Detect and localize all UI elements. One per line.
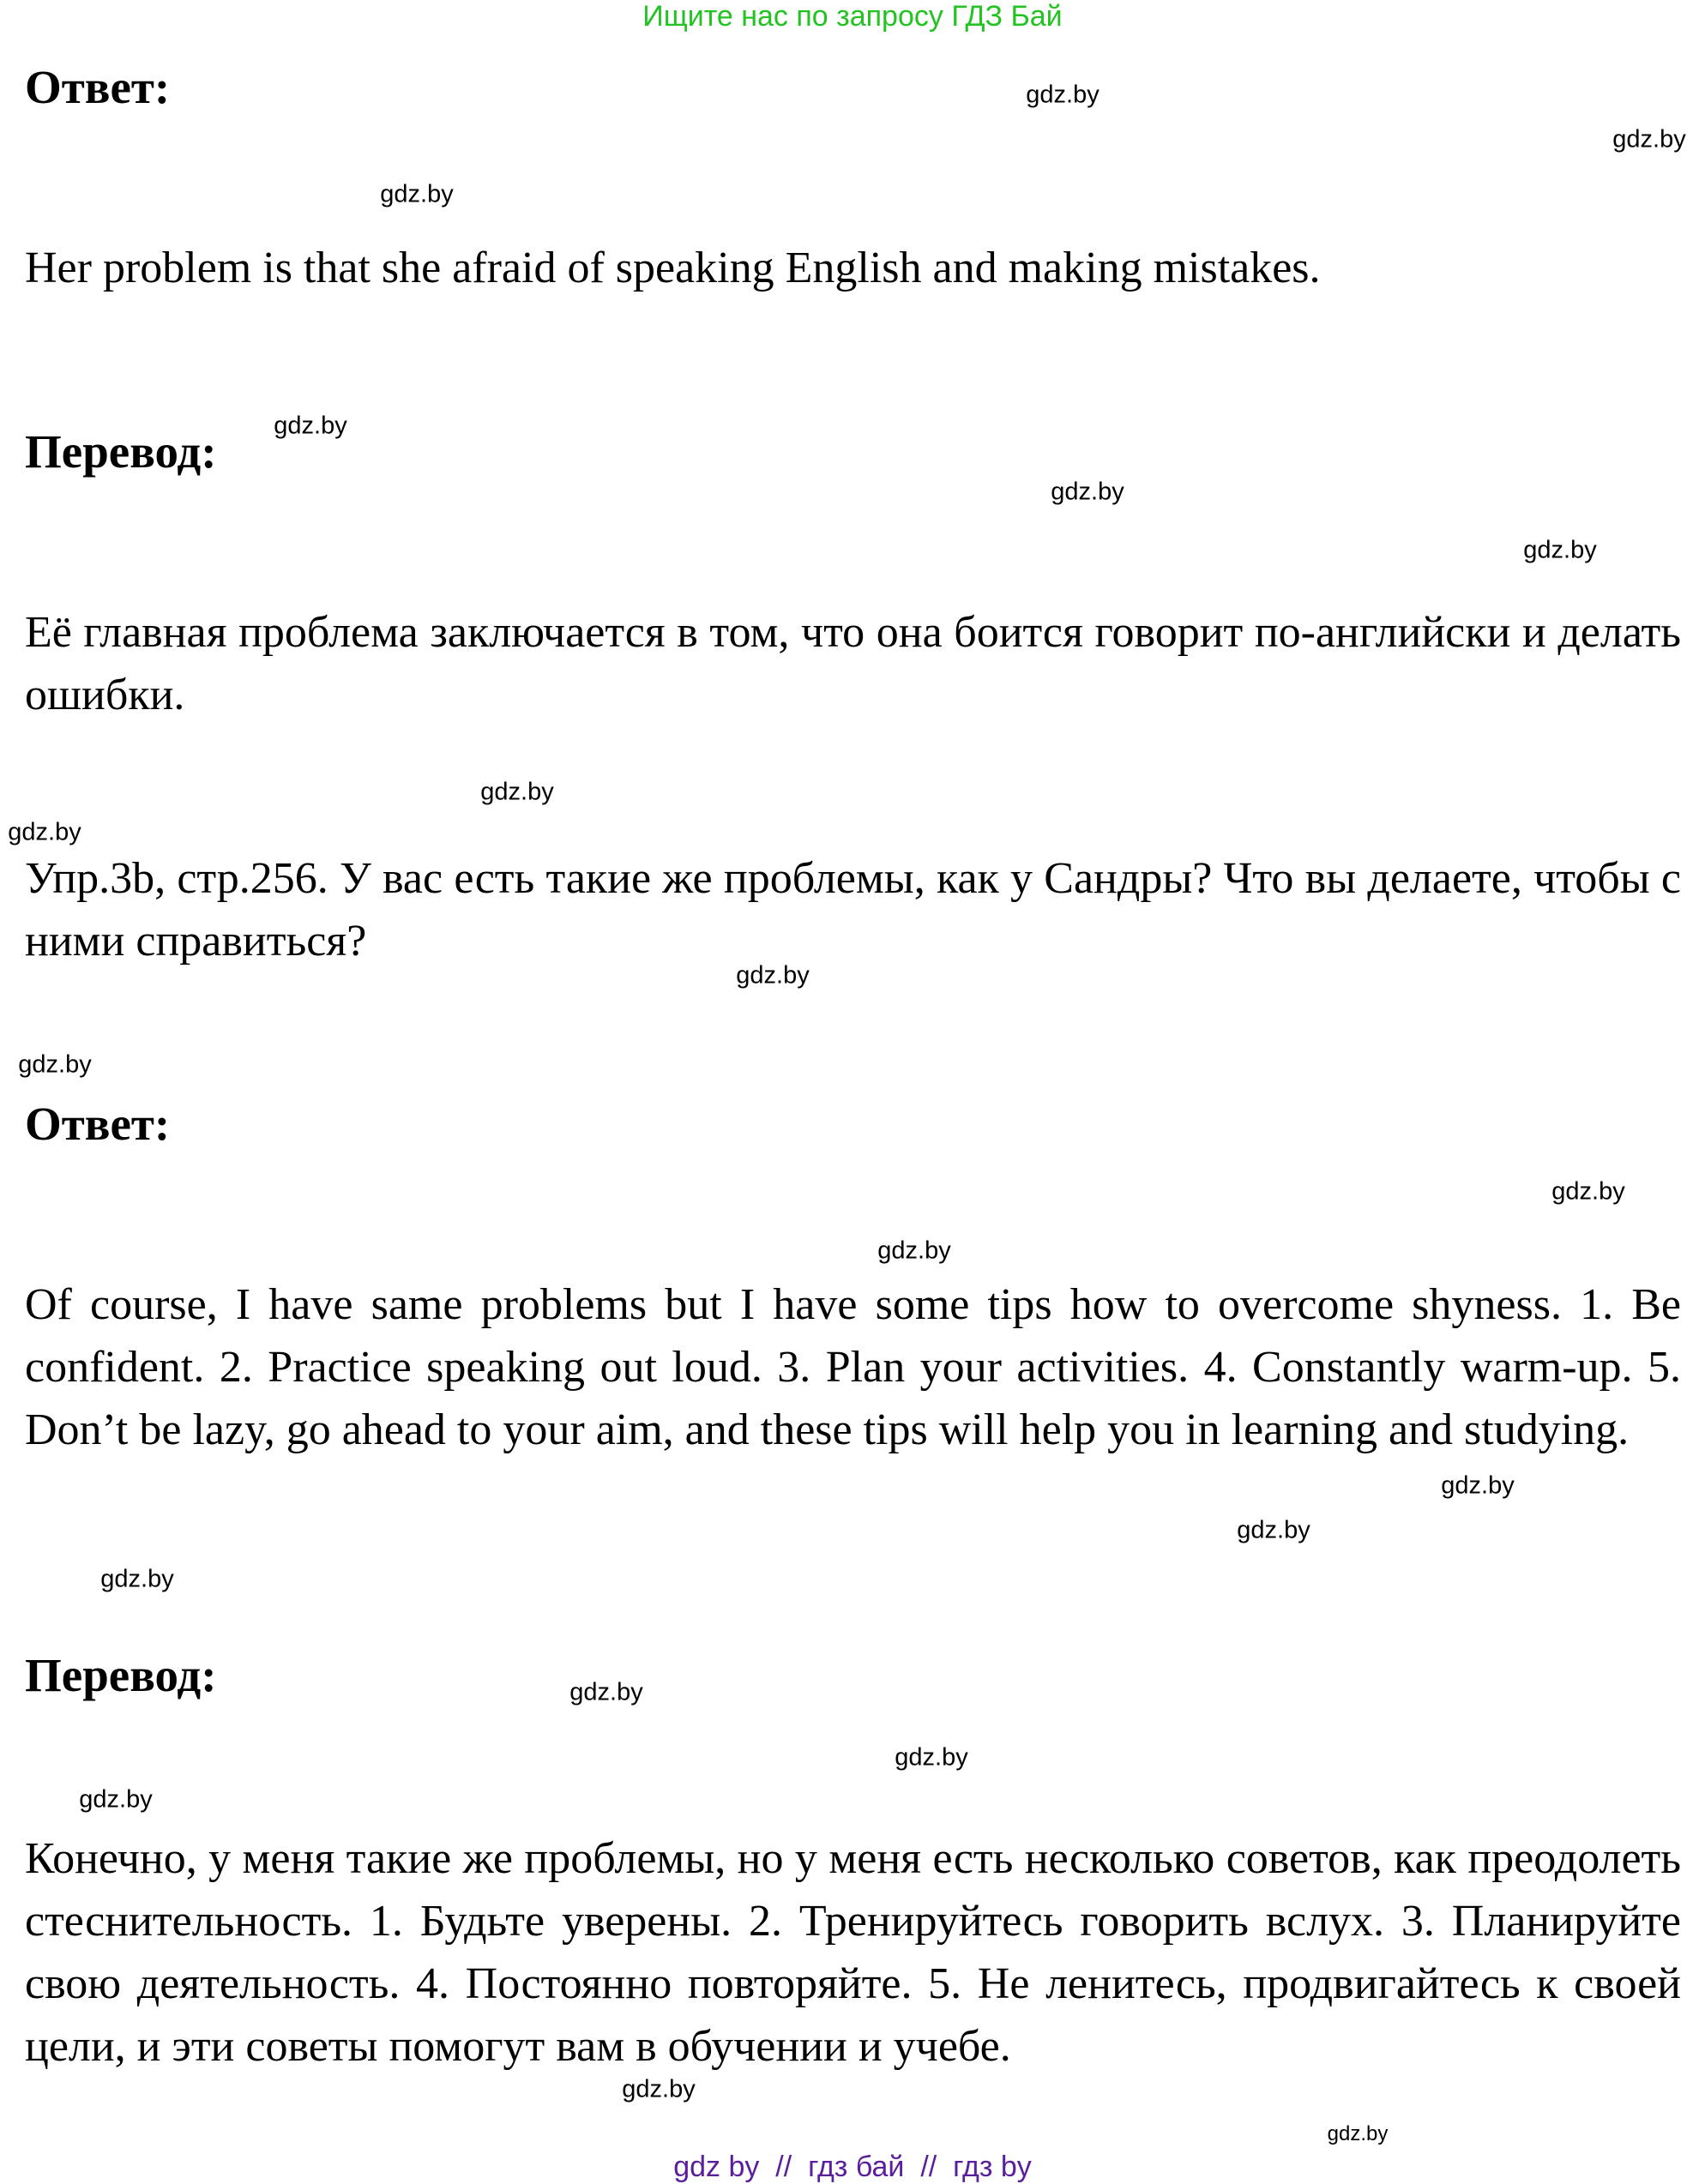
translation-text: Конечно, у меня такие же проблемы, но у меня есть несколько советов, как преодолеть стеснительность. 1. Будьте уверены. 2. Тренируйтесь говорить вслух. 3. Планируйте свою деятельность. 4. Постоянно повторяйте. 5. Не ленитесь, продвигайтесь к своей цели, и эти советы помогут вам в обучении и учебе. — [25, 1834, 1681, 2071]
watermark: gdz.by — [274, 412, 347, 440]
watermark: gdz.by — [569, 1678, 643, 1706]
watermark: gdz.by — [736, 961, 810, 990]
footer-links: gdz by // гдз бай // гдз by — [673, 2151, 1032, 2183]
watermark: gdz.by — [1523, 536, 1597, 564]
exercise-question: Упр.3b, стр.256. У вас есть такие же проблемы, как у Сандры? Что вы делаете, чтобы с ними справиться? — [25, 854, 1681, 966]
translation-heading: Перевод: — [25, 425, 217, 478]
watermark: gdz.by — [1441, 1471, 1515, 1500]
watermark: gdz.by — [79, 1785, 153, 1814]
translation-text: Её главная проблема заключается в том, что она боится говорит по-английски и делать ошибки. — [25, 608, 1681, 719]
translation-heading: Перевод: — [25, 1649, 217, 1701]
watermark: gdz.by — [1551, 1177, 1625, 1206]
watermark: gdz.by — [8, 818, 81, 846]
watermark: gdz.by — [622, 2075, 696, 2103]
answer-text: Of course, I have same problems but I have some tips how to overcome shyness. 1. Be confident. 2. Practice speaking out loud. 3. Plan your activities. 4. Constantly warm-up. 5. Don’t be lazy, go ahead to your aim, and these tips will help you in learning and studying. — [25, 1280, 1681, 1454]
search-hint-header: Ищите нас по запросу ГДЗ Бай — [642, 0, 1063, 33]
watermark: gdz.by — [1026, 81, 1100, 109]
watermark: gdz.by — [18, 1050, 92, 1079]
answer-heading: Ответ: — [25, 61, 171, 113]
watermark: gdz.by — [1327, 2122, 1389, 2145]
watermark: gdz.by — [1051, 478, 1124, 506]
answer-heading: Ответ: — [25, 1098, 171, 1150]
watermark: gdz.by — [1612, 125, 1686, 153]
watermark: gdz.by — [1237, 1516, 1310, 1544]
watermark: gdz.by — [895, 1743, 968, 1772]
watermark: gdz.by — [877, 1236, 951, 1265]
watermark: gdz.by — [100, 1565, 174, 1593]
answer-text: Her problem is that she afraid of speaking English and making mistakes. — [25, 244, 1321, 292]
watermark: gdz.by — [480, 778, 554, 806]
watermark: gdz.by — [380, 180, 454, 208]
